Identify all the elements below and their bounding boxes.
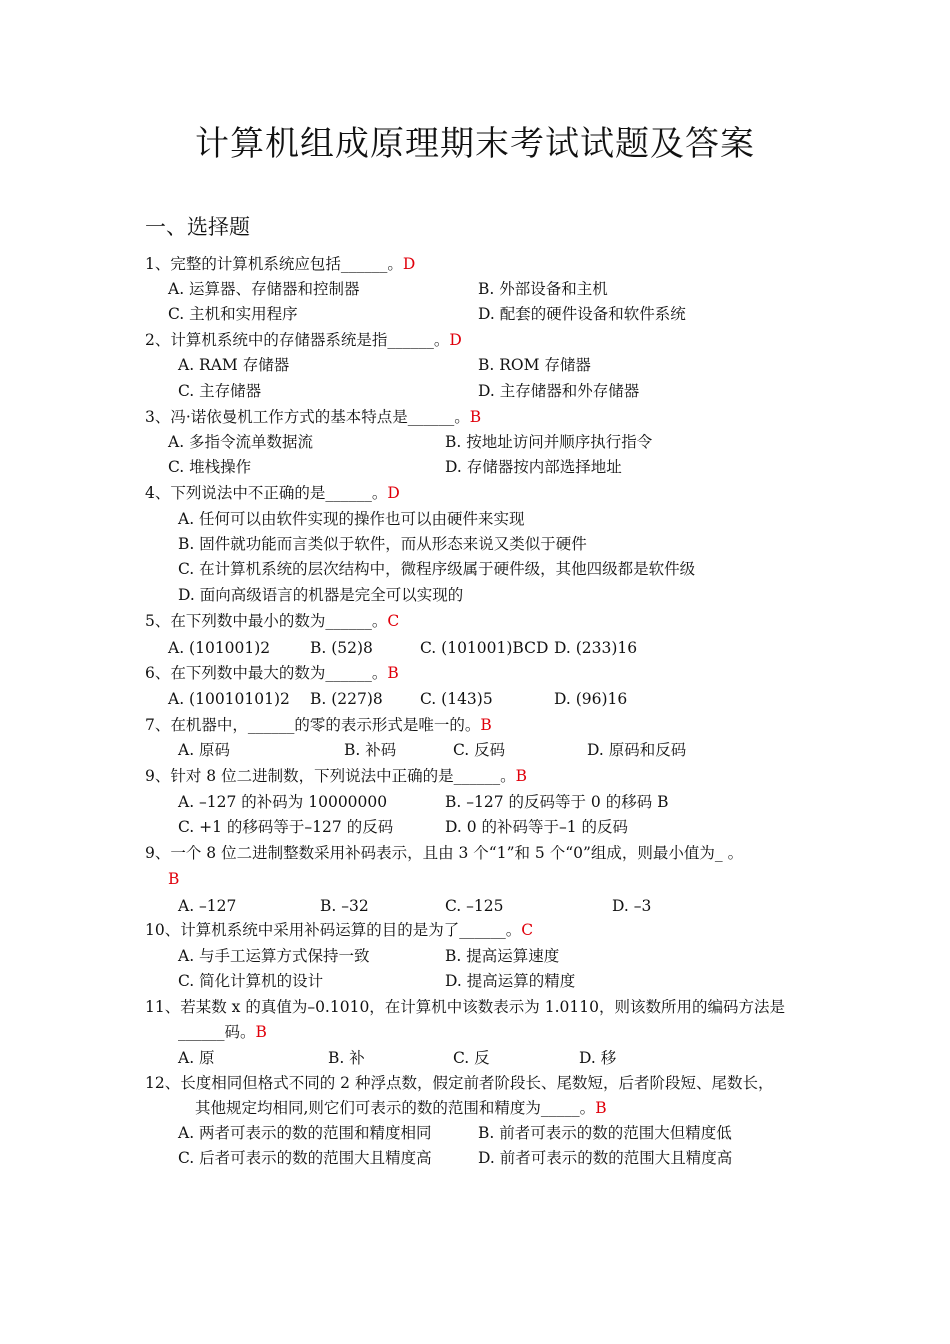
option: B. 按地址访问并顺序执行指令 (445, 433, 653, 451)
option: C. 简化计算机的设计 (178, 972, 324, 990)
answer-mark: B (480, 716, 492, 734)
option: C. 后者可表示的数的范围大且精度高 (178, 1149, 432, 1167)
option: B. 前者可表示的数的范围大但精度低 (478, 1124, 732, 1142)
option: A. (10010101)2 (168, 690, 290, 708)
option: A. 多指令流单数据流 (168, 433, 314, 451)
question-stem: 7、在机器中，______的零的表示形式是唯一的。B (145, 716, 492, 734)
option: A. 两者可表示的数的范围和精度相同 (178, 1124, 432, 1142)
answer-mark: D (402, 255, 416, 273)
option: D. 提高运算的精度 (445, 972, 576, 990)
question-stem: 9、针对 8 位二进制数，下列说法中正确的是______。B (145, 767, 527, 785)
answer-mark: B (595, 1099, 607, 1117)
answer-mark: C (521, 921, 534, 939)
option: D. 移 (579, 1049, 617, 1067)
question-stem-continued: ______码。B (178, 1023, 267, 1041)
option: B. 补码 (344, 741, 397, 759)
question-stem: 5、在下列数中最小的数为______。C (145, 612, 400, 630)
question-stem: 1、完整的计算机系统应包括______。D (145, 255, 416, 273)
option: C. 反 (453, 1049, 490, 1067)
option: A. –127 的补码为 10000000 (178, 793, 388, 811)
option: B. 固件就功能而言类似于软件，而从形态来说又类似于硬件 (178, 535, 587, 553)
answer-mark: B (387, 664, 399, 682)
option: C. 在计算机系统的层次结构中，微程序级属于硬件级，其他四级都是软件级 (178, 560, 696, 578)
question-stem: 4、下列说法中不正确的是______。D (145, 484, 400, 502)
question-stem: 2、计算机系统中的存储器系统是指______。D (145, 331, 462, 349)
option: A. –127 (178, 897, 237, 915)
option: C. (143)5 (420, 690, 493, 708)
option: D. (96)16 (554, 690, 628, 708)
question-stem: 9、一个 8 位二进制整数采用补码表示，且由 3 个“1”和 5 个“0”组成，则最小值为_ 。 (145, 844, 744, 862)
option: D. 原码和反码 (587, 741, 687, 759)
answer-mark: B (255, 1023, 267, 1041)
option: A. 运算器、存储器和控制器 (168, 280, 360, 298)
question-stem: 10、计算机系统中采用补码运算的目的是为了______。C (145, 921, 534, 939)
option: B. (52)8 (310, 639, 373, 657)
option: D. 配套的硬件设备和软件系统 (478, 305, 686, 323)
option: C. 堆栈操作 (168, 458, 252, 476)
option: B. ROM 存储器 (478, 356, 591, 374)
option: A. 与手工运算方式保持一致 (178, 947, 370, 965)
answer-mark: B (168, 870, 180, 888)
option: C. –125 (445, 897, 504, 915)
option: D. –3 (612, 897, 652, 915)
option: C. 主机和实用程序 (168, 305, 298, 323)
option: C. 主存储器 (178, 382, 262, 400)
option: B. –127 的反码等于 0 的移码 B (445, 793, 669, 811)
answer-mark: C (387, 612, 400, 630)
option: D. (233)16 (554, 639, 638, 657)
option: B. (227)8 (310, 690, 383, 708)
question-stem: 11、若某数 x 的真值为–0.1010，在计算机中该数表示为 1.0110，则该数所用的编码方法是 (145, 998, 785, 1016)
question-stem: 12、长度相同但格式不同的 2 种浮点数，假定前者阶段长、尾数短，后者阶段短、尾数长， (145, 1074, 774, 1092)
option: D. 0 的补码等于–1 的反码 (445, 818, 629, 836)
option: B. 外部设备和主机 (478, 280, 608, 298)
option: A. 任何可以由软件实现的操作也可以由硬件来实现 (178, 510, 525, 528)
option: C. 反码 (453, 741, 506, 759)
answer-mark: B (469, 408, 482, 426)
answer-mark: D (449, 331, 462, 349)
section-heading: 一、选择题 (145, 215, 250, 239)
option: B. 补 (328, 1049, 365, 1067)
question-stem: 6、在下列数中最大的数为______。B (145, 664, 399, 682)
option: D. 前者可表示的数的范围大且精度高 (478, 1149, 733, 1167)
page-title: 计算机组成原理期末考试试题及答案 (195, 124, 755, 164)
answer-mark: B (515, 767, 527, 785)
option: B. 提高运算速度 (445, 947, 560, 965)
option: A. RAM 存储器 (178, 356, 290, 374)
option: C. +1 的移码等于–127 的反码 (178, 818, 394, 836)
option: B. –32 (320, 897, 369, 915)
option: D. 主存储器和外存储器 (478, 382, 640, 400)
option: A. 原 (178, 1049, 215, 1067)
answer-mark: D (387, 484, 400, 502)
option: D. 面向高级语言的机器是完全可以实现的 (178, 586, 464, 604)
option: D. 存储器按内部选择地址 (445, 458, 622, 476)
option: A. (101001)2 (168, 639, 271, 657)
question-stem: 3、冯·诺依曼机工作方式的基本特点是______。B (145, 408, 482, 426)
option: C. (101001)BCD (420, 639, 549, 657)
question-stem-continued: 其他规定均相同,则它们可表示的数的范围和精度为_____。B (195, 1099, 607, 1117)
option: A. 原码 (178, 741, 231, 759)
